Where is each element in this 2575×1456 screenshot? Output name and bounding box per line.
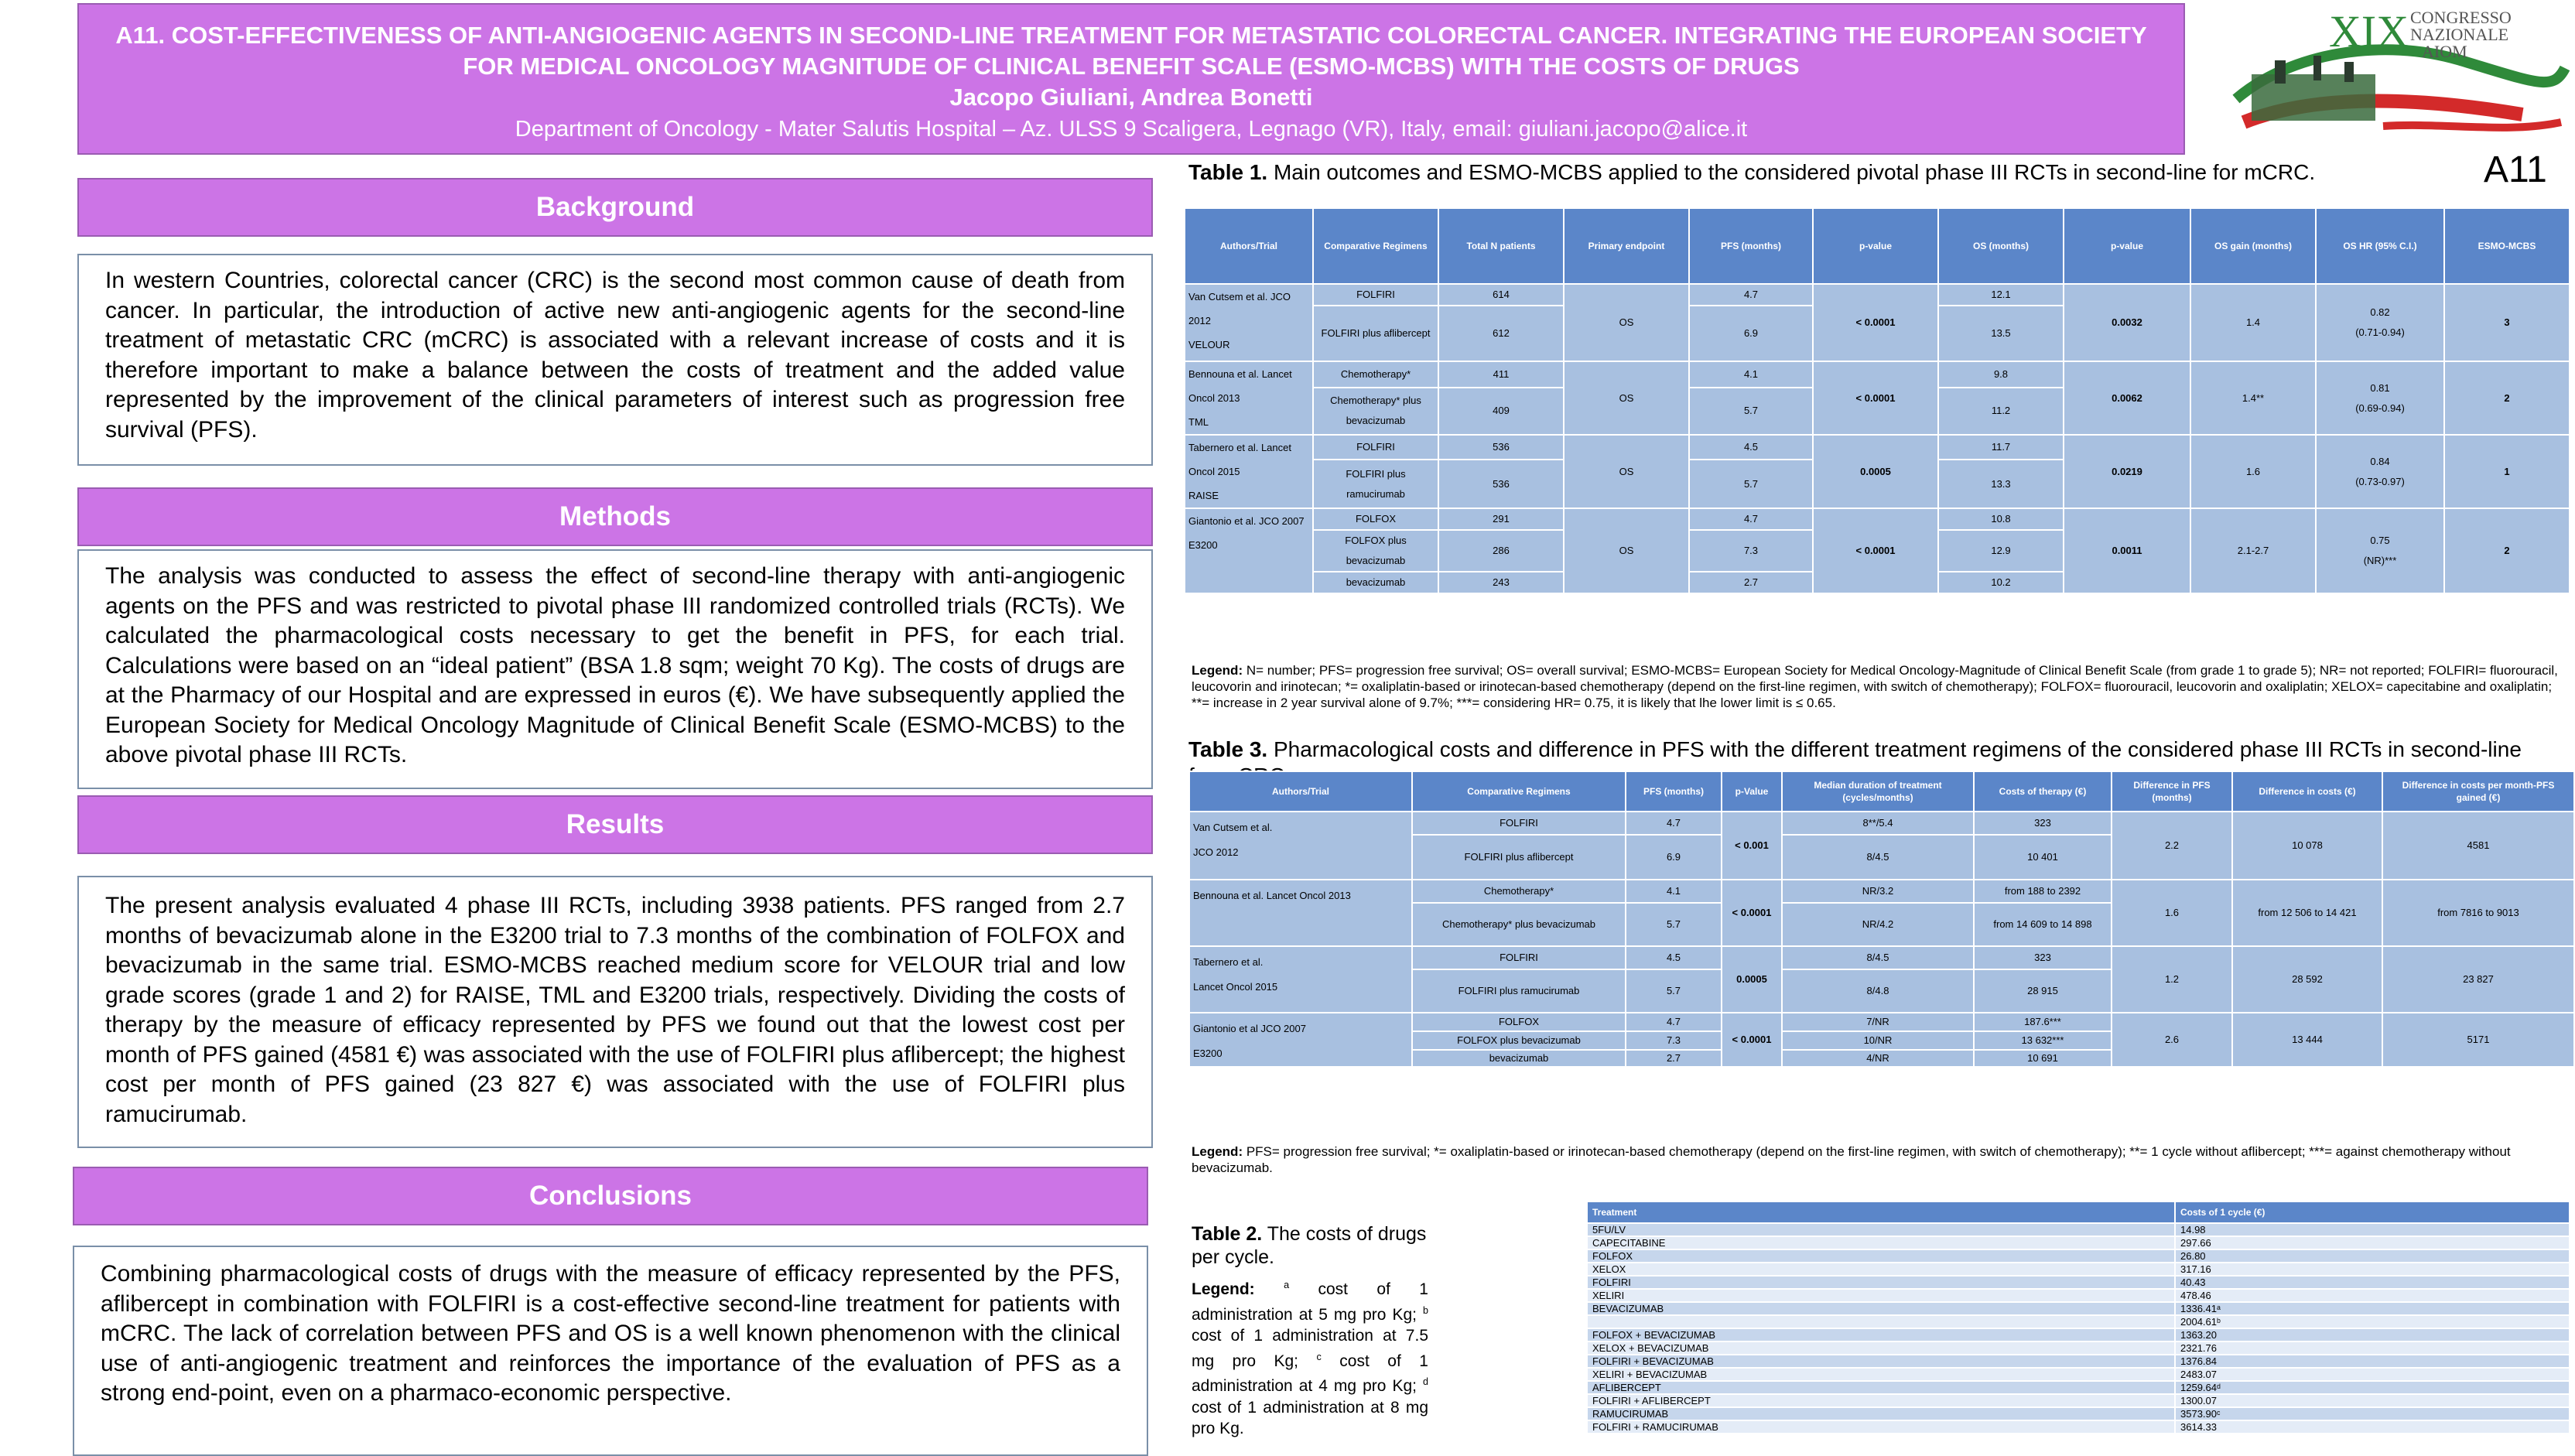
t1-author-line: 2012	[1188, 315, 1211, 326]
t2-treatment: FOLFOX	[1587, 1249, 2175, 1263]
t1-header-cell: p-value	[2064, 208, 2190, 284]
t1-os-pvalue: 0.0011	[2064, 508, 2190, 593]
t3-regimen: FOLFOX	[1412, 1013, 1626, 1031]
t1-author-line: RAISE	[1188, 490, 1219, 501]
table2-legend	[1192, 1275, 1428, 1440]
t3-diff-cost-per-month: 5171	[2382, 1013, 2574, 1067]
poster-authors: Jacopo Giuliani, Andrea Bonetti	[949, 84, 1313, 111]
t3-pvalue: < 0.0001	[1722, 880, 1782, 946]
t1-pfs: 4.7	[1689, 508, 1813, 530]
table3-legend-text: PFS= progression free survival; *= oxaliplatin-based or irinotecan-based chemotherapy (depend on the first-line regimen, with switch of chemotherapy); **= 1 cycle without aflibercept; ***= against chemotherapy without bevacizumab.	[1192, 1144, 2511, 1175]
t3-pfs: 2.7	[1626, 1050, 1722, 1067]
t3-diff-cost-per-month: 23 827	[2382, 946, 2574, 1013]
t2-cost: 2483.07	[2175, 1368, 2570, 1381]
t3-regimen: Chemotherapy*	[1412, 880, 1626, 903]
t3-duration: NR/3.2	[1782, 880, 1974, 903]
t3-row	[1189, 946, 2574, 969]
t1-author-line: Oncol 2013	[1188, 392, 1240, 404]
t2-row	[1587, 1249, 2570, 1263]
t2-legend-superscript: d	[1422, 1376, 1428, 1387]
table1	[1184, 207, 2569, 594]
t3-author-line: JCO 2012	[1193, 846, 1239, 858]
t1-pfs: 5.7	[1689, 460, 1813, 508]
t2-legend-text	[1255, 1280, 1284, 1298]
logo-text-aiom: AIOM	[2422, 42, 2467, 61]
t1-row	[1185, 361, 2570, 388]
t3-pfs: 5.7	[1626, 903, 1722, 946]
t3-duration: 4/NR	[1782, 1050, 1974, 1067]
t1-esmo-mcbs: 2	[2444, 508, 2570, 593]
t1-pfs-pvalue: < 0.0001	[1813, 284, 1938, 361]
poster-title: A11. COST-EFFECTIVENESS OF ANTI-ANGIOGENIC AGENTS IN SECOND-LINE TREATMENT FOR METASTATIC COLORECTAL CANCER. INTEGRATING THE EUROPEAN SOCIETY FOR MEDICAL ONCOLOGY MAGNITUDE OF CLINICAL BENEFIT SCALE (ESMO-MCBS) WITH THE COSTS OF DRUGS	[115, 22, 2147, 80]
t2-treatment: FOLFIRI + RAMUCIRUMAB	[1587, 1420, 2175, 1434]
t2-row	[1587, 1407, 2570, 1420]
t3-header-cell: Costs of therapy (€)	[1974, 771, 2112, 812]
t1-regimen	[1313, 508, 1438, 530]
t3-duration: 8**/5.4	[1782, 812, 1974, 835]
t2-row	[1587, 1355, 2570, 1368]
t1-hr-ci: (NR)***	[2363, 555, 2397, 566]
t1-hr	[2316, 284, 2444, 361]
t3-header-cell: Comparative Regimens	[1412, 771, 1626, 812]
t2-cost: 40.43	[2175, 1276, 2570, 1289]
t3-header-cell: Median duration of treatment (cycles/months)	[1782, 771, 1974, 812]
t1-header-cell: OS HR (95% C.I.)	[2316, 208, 2444, 284]
t3-author-line: Tabernero et al.	[1193, 956, 1264, 968]
t3-regimen: FOLFOX plus bevacizumab	[1412, 1031, 1626, 1050]
t2-cost: 26.80	[2175, 1249, 2570, 1263]
t1-regimen-line: Chemotherapy* plus	[1330, 395, 1421, 407]
t3-cost: 323	[1974, 946, 2112, 969]
t2-legend-text: cost of 1 administration at 7.5 mg pro Kg;	[1192, 1327, 1428, 1370]
t1-regimen	[1313, 306, 1438, 361]
t2-row	[1587, 1315, 2570, 1328]
t2-header-cell: Treatment	[1587, 1201, 2175, 1223]
table3-legend	[1192, 1143, 2561, 1176]
table3-caption-label: Table 3.	[1188, 737, 1268, 761]
t1-os: 13.3	[1938, 460, 2064, 508]
t3-regimen: FOLFIRI	[1412, 812, 1626, 835]
t1-hr-value: 0.82	[2370, 306, 2390, 318]
t1-regimen-line: bevacizumab	[1346, 555, 1406, 566]
t3-regimen: bevacizumab	[1412, 1050, 1626, 1067]
t3-header-cell: PFS (months)	[1626, 771, 1722, 812]
t1-n-patients: 536	[1438, 435, 1564, 460]
t2-treatment	[1587, 1315, 2175, 1328]
t1-endpoint: OS	[1564, 284, 1689, 361]
t3-cost: 187.6***	[1974, 1013, 2112, 1031]
methods-text: The analysis was conducted to assess the effect of second-line therapy with anti-angiogenic agents on the PFS and was restricted to pivotal phase III randomized controlled trials (RCTs). We calculated the pharmacological costs necessary to get the benefit in PFS, for each trial. Calculations were based on an “ideal patient” (BSA 1.8 sqm; weight 70 Kg). The costs of drugs are at the Pharmacy of our Hospital and are expressed in euros (€). We have subsequently applied the European Society for Medical Oncology Magnitude of Clinical Benefit Scale (ESMO-MCBS) to the above pivotal phase III RCTs.	[77, 549, 1153, 789]
t1-os: 11.7	[1938, 435, 2064, 460]
t3-duration: 7/NR	[1782, 1013, 1974, 1031]
t1-author	[1185, 361, 1313, 435]
t1-row	[1185, 508, 2570, 530]
t3-cost: 323	[1974, 812, 2112, 835]
t2-row	[1587, 1328, 2570, 1342]
t2-cost: 2321.76	[2175, 1342, 2570, 1355]
logo-text-congresso: CONGRESSO	[2410, 8, 2512, 27]
t3-diff-pfs: 1.2	[2112, 946, 2232, 1013]
t3-author-line: Giantonio et al JCO 2007	[1193, 1023, 1306, 1034]
t3-cost: from 188 to 2392	[1974, 880, 2112, 903]
t1-author-line: Oncol 2015	[1188, 466, 1240, 477]
t3-diff-cost: from 12 506 to 14 421	[2232, 880, 2382, 946]
logo-numeral: XIX	[2329, 6, 2409, 56]
t3-header-cell: Difference in costs per month-PFS gained (€)	[2382, 771, 2574, 812]
t2-cost: 297.66	[2175, 1236, 2570, 1249]
t1-pfs: 7.3	[1689, 530, 1813, 572]
t2-treatment: XELOX	[1587, 1263, 2175, 1276]
t1-os: 10.2	[1938, 572, 2064, 593]
t3-author-line: E3200	[1193, 1048, 1223, 1059]
t2-treatment: 5FU/LV	[1587, 1223, 2175, 1236]
results-text: The present analysis evaluated 4 phase III RCTs, including 3938 patients. PFS ranged from 2.7 months of bevacizumab alone in the E3200 trial to 7.3 months of the combination of FOLFOX and bevacizumab in the same trial. ESMO-MCBS reached medium score for VELOUR trial and low grade scores (grade 1 and 2) for RAISE, TML and E3200 trials, respectively. Dividing the costs of therapy by the measure of efficacy represented by PFS we found out that the lowest cost per month of PFS gained (4581 €) was associated with the use of FOLFIRI plus aflibercept; the highest cost per month of PFS gained (23 827 €) was associated with the use of FOLFIRI plus ramucirumab.	[77, 876, 1153, 1148]
t3-diff-pfs: 2.2	[2112, 812, 2232, 880]
t3-author	[1189, 812, 1412, 880]
poster-code: A11	[2484, 149, 2547, 190]
t1-pfs-pvalue: 0.0005	[1813, 435, 1938, 508]
t1-endpoint: OS	[1564, 508, 1689, 593]
t1-author-line: TML	[1188, 416, 1209, 428]
t2-treatment: RAMUCIRUMAB	[1587, 1407, 2175, 1420]
table1-legend-label: Legend:	[1192, 663, 1243, 678]
t3-pfs: 5.7	[1626, 969, 1722, 1013]
t1-header-cell: Authors/Trial	[1185, 208, 1313, 284]
t2-cost: 1300.07	[2175, 1394, 2570, 1407]
t2-treatment: XELIRI + BEVACIZUMAB	[1587, 1368, 2175, 1381]
t2-row	[1587, 1368, 2570, 1381]
t1-endpoint: OS	[1564, 435, 1689, 508]
t2-cost: 1336.41ᵃ	[2175, 1302, 2570, 1315]
t3-cost: 28 915	[1974, 969, 2112, 1013]
t2-treatment: FOLFIRI + AFLIBERCEPT	[1587, 1394, 2175, 1407]
t1-header-cell: OS (months)	[1938, 208, 2064, 284]
t3-header-cell: Difference in costs (€)	[2232, 771, 2382, 812]
t2-row	[1587, 1394, 2570, 1407]
t1-pfs: 6.9	[1689, 306, 1813, 361]
t3-author	[1189, 946, 1412, 1013]
table2-caption	[1192, 1222, 1430, 1269]
t1-regimen-line: ramucirumab	[1346, 487, 1405, 500]
t1-pfs: 5.7	[1689, 388, 1813, 435]
t1-os: 10.8	[1938, 508, 2064, 530]
t2-legend-superscript: c	[1316, 1351, 1322, 1362]
table1-caption-text: Main outcomes and ESMO-MCBS applied to the considered pivotal phase III RCTs in second-line for mCRC.	[1267, 160, 2316, 184]
t2-cost: 1259.64ᵈ	[2175, 1381, 2570, 1394]
t3-cost: from 14 609 to 14 898	[1974, 903, 2112, 946]
t2-cost: 1376.84	[2175, 1355, 2570, 1368]
t1-os-gain: 1.4	[2190, 284, 2316, 361]
t1-hr	[2316, 508, 2444, 593]
t1-regimen-line: bevacizumab	[1346, 576, 1406, 588]
table2	[1586, 1201, 2569, 1434]
t1-author	[1185, 508, 1313, 593]
t3-pfs: 7.3	[1626, 1031, 1722, 1050]
t3-pfs: 4.7	[1626, 1013, 1722, 1031]
t3-regimen: FOLFIRI plus ramucirumab	[1412, 969, 1626, 1013]
t1-regimen	[1313, 530, 1438, 572]
t1-regimen	[1313, 460, 1438, 508]
table2-caption-text: The costs of drugs per cycle.	[1192, 1223, 1427, 1268]
t3-author	[1189, 1013, 1412, 1067]
t1-author-line: Giantonio et al. JCO 2007	[1188, 515, 1305, 527]
t1-regimen-line: FOLFIRI plus aflibercept	[1321, 327, 1431, 339]
table3-legend-label: Legend:	[1192, 1144, 1243, 1159]
t3-pfs: 6.9	[1626, 835, 1722, 880]
t2-row	[1587, 1263, 2570, 1276]
t3-author	[1189, 880, 1412, 946]
t1-regimen-line: Chemotherapy*	[1340, 367, 1411, 380]
t2-header-cell: Costs of 1 cycle (€)	[2175, 1201, 2570, 1223]
t3-duration: 8/4.5	[1782, 835, 1974, 880]
background-header: Background	[77, 178, 1153, 237]
t3-header-cell: Authors/Trial	[1189, 771, 1412, 812]
t3-regimen: FOLFIRI plus aflibercept	[1412, 835, 1626, 880]
t2-treatment: XELIRI	[1587, 1289, 2175, 1302]
t1-n-patients: 536	[1438, 460, 1564, 508]
t1-n-patients: 409	[1438, 388, 1564, 435]
t1-os: 9.8	[1938, 361, 2064, 388]
t3-diff-cost-per-month: from 7816 to 9013	[2382, 880, 2574, 946]
t1-pfs: 2.7	[1689, 572, 1813, 593]
t3-cost: 10 691	[1974, 1050, 2112, 1067]
t1-os-pvalue: 0.0219	[2064, 435, 2190, 508]
t2-cost: 2004.61ᵇ	[2175, 1315, 2570, 1328]
t2-legend-label: Legend:	[1192, 1280, 1255, 1298]
t3-pfs: 4.5	[1626, 946, 1722, 969]
t1-header-cell: Primary endpoint	[1564, 208, 1689, 284]
t1-os-pvalue: 0.0062	[2064, 361, 2190, 435]
t1-pfs-pvalue: < 0.0001	[1813, 361, 1938, 435]
t1-regimen-line: bevacizumab	[1346, 415, 1406, 427]
t1-pfs: 4.5	[1689, 435, 1813, 460]
t3-duration: 10/NR	[1782, 1031, 1974, 1050]
t1-esmo-mcbs: 1	[2444, 435, 2570, 508]
t2-cost: 478.46	[2175, 1289, 2570, 1302]
t3-author-line: Lancet Oncol 2015	[1193, 981, 1278, 993]
t1-n-patients: 411	[1438, 361, 1564, 388]
conclusions-text: Combining pharmacological costs of drugs with the measure of efficacy represented by the PFS, aflibercept in combination with FOLFIRI is a cost-effective second-line treatment for patients with mCRC. The lack of correlation between PFS and OS is a well known phenomenon with the clinical use of anti-angiogenic treatment and reinforces the importance of the evaluation of PFS as a strong end-point, even on a pharmaco-economic perspective.	[73, 1246, 1148, 1456]
t1-regimen	[1313, 572, 1438, 593]
t2-treatment: CAPECITABINE	[1587, 1236, 2175, 1249]
t3-author-line: Van Cutsem et al.	[1193, 822, 1273, 833]
t2-row	[1587, 1236, 2570, 1249]
t1-endpoint: OS	[1564, 361, 1689, 435]
t1-regimen	[1313, 388, 1438, 435]
table1-caption	[1188, 159, 2426, 186]
t3-diff-cost: 13 444	[2232, 1013, 2382, 1067]
t3-pfs: 4.7	[1626, 812, 1722, 835]
t2-legend-text: cost of 1 administration at 4 mg pro Kg;	[1192, 1352, 1428, 1395]
t3-cost: 10 401	[1974, 835, 2112, 880]
table1-caption-label: Table 1.	[1188, 160, 1268, 184]
t1-header-cell: ESMO-MCBS	[2444, 208, 2570, 284]
t2-treatment: BEVACIZUMAB	[1587, 1302, 2175, 1315]
t1-os-gain: 1.4**	[2190, 361, 2316, 435]
t2-cost: 1363.20	[2175, 1328, 2570, 1342]
t1-hr-ci: (0.71-0.94)	[2355, 326, 2405, 338]
t1-n-patients: 614	[1438, 284, 1564, 306]
t1-author-line: VELOUR	[1188, 339, 1230, 350]
t1-hr	[2316, 435, 2444, 508]
t1-esmo-mcbs: 3	[2444, 284, 2570, 361]
t1-hr-ci: (0.69-0.94)	[2355, 402, 2405, 414]
conclusions-header: Conclusions	[73, 1167, 1148, 1225]
t1-row	[1185, 284, 2570, 306]
t1-regimen-line: FOLFOX	[1355, 513, 1396, 525]
t2-row	[1587, 1223, 2570, 1236]
t1-regimen	[1313, 284, 1438, 306]
t3-regimen: Chemotherapy* plus bevacizumab	[1412, 903, 1626, 946]
poster-affiliation: Department of Oncology - Mater Salutis Hospital – Az. ULSS 9 Scaligera, Legnago (VR), Italy, email: giuliani.jacopo@alice.it	[515, 117, 1748, 142]
t3-row	[1189, 880, 2574, 903]
t3-diff-pfs: 2.6	[2112, 1013, 2232, 1067]
t2-cost: 3614.33	[2175, 1420, 2570, 1434]
t2-treatment: FOLFOX + BEVACIZUMAB	[1587, 1328, 2175, 1342]
t1-header-cell: OS gain (months)	[2190, 208, 2316, 284]
t1-pfs-pvalue: < 0.0001	[1813, 508, 1938, 593]
t3-pfs: 4.1	[1626, 880, 1722, 903]
t1-hr-ci: (0.73-0.97)	[2355, 475, 2405, 487]
t3-pvalue: < 0.0001	[1722, 1013, 1782, 1067]
congress-logo	[2228, 6, 2569, 138]
t2-cost: 3573.90ᶜ	[2175, 1407, 2570, 1420]
t2-treatment: FOLFIRI + BEVACIZUMAB	[1587, 1355, 2175, 1368]
t3-cost: 13 632***	[1974, 1031, 2112, 1050]
table3-caption-text: Pharmacological costs and difference in PFS with the different treatment regimens of the considered phase III RCTs in second-line	[1273, 737, 2522, 761]
t3-regimen: FOLFIRI	[1412, 946, 1626, 969]
t1-regimen-line: FOLFIRI plus	[1346, 467, 1406, 480]
t3-pvalue: 0.0005	[1722, 946, 1782, 1013]
t1-author	[1185, 435, 1313, 508]
t1-author-line: E3200	[1188, 539, 1218, 551]
t1-header-cell: Comparative Regimens	[1313, 208, 1438, 284]
t2-legend-superscript: b	[1422, 1304, 1428, 1316]
t1-regimen	[1313, 361, 1438, 388]
t3-diff-pfs: 1.6	[2112, 880, 2232, 946]
t1-esmo-mcbs: 2	[2444, 361, 2570, 435]
t1-header-cell: PFS (months)	[1689, 208, 1813, 284]
methods-header: Methods	[77, 487, 1153, 546]
t1-header-cell: p-value	[1813, 208, 1938, 284]
t1-hr-value: 0.84	[2370, 455, 2390, 467]
t1-pfs: 4.7	[1689, 284, 1813, 306]
t1-regimen-line: FOLFIRI	[1356, 441, 1395, 453]
t3-pvalue: < 0.001	[1722, 812, 1782, 880]
results-header: Results	[77, 795, 1153, 854]
t2-row	[1587, 1381, 2570, 1394]
t1-hr	[2316, 361, 2444, 435]
t2-row	[1587, 1289, 2570, 1302]
t3-duration: NR/4.2	[1782, 903, 1974, 946]
t1-author-line: Bennouna et al. Lancet	[1188, 368, 1292, 380]
t3-duration: 8/4.8	[1782, 969, 1974, 1013]
t1-author-line: Van Cutsem et al. JCO	[1188, 291, 1291, 302]
t2-row	[1587, 1342, 2570, 1355]
t1-regimen	[1313, 435, 1438, 460]
t2-cost: 317.16	[2175, 1263, 2570, 1276]
t1-os: 13.5	[1938, 306, 2064, 361]
t3-diff-cost-per-month: 4581	[2382, 812, 2574, 880]
t1-regimen-line: FOLFIRI	[1356, 289, 1395, 300]
t1-hr-value: 0.75	[2370, 535, 2390, 546]
t3-header-cell: p-Value	[1722, 771, 1782, 812]
t1-os: 11.2	[1938, 388, 2064, 435]
t2-row	[1587, 1302, 2570, 1315]
t1-n-patients: 243	[1438, 572, 1564, 593]
t3-header-cell: Difference in PFS (months)	[2112, 771, 2232, 812]
table3-caption	[1188, 737, 2535, 771]
t1-row	[1185, 435, 2570, 460]
t3-row	[1189, 812, 2574, 835]
t3-diff-cost: 10 078	[2232, 812, 2382, 880]
table2-caption-label: Table 2.	[1192, 1223, 1263, 1245]
logo-text-nazionale: NAZIONALE	[2410, 25, 2509, 44]
t1-os-pvalue: 0.0032	[2064, 284, 2190, 361]
t2-row	[1587, 1276, 2570, 1289]
t1-regimen-line: FOLFOX plus	[1345, 535, 1407, 546]
t1-author-line: Tabernero et al. Lancet	[1188, 442, 1291, 453]
poster-header	[77, 3, 2185, 155]
t1-hr-value: 0.81	[2370, 381, 2390, 394]
t1-author	[1185, 284, 1313, 361]
t1-os-gain: 2.1-2.7	[2190, 508, 2316, 593]
t2-cost: 14.98	[2175, 1223, 2570, 1236]
t1-n-patients: 291	[1438, 508, 1564, 530]
background-text: In western Countries, colorectal cancer (CRC) is the second most common cause of death from cancer. In particular, the introduction of active new anti-angiogenic agents for the second-line treatment of metastatic CRC (mCRC) is associated with a relevant increase of costs and it is therefore important to make a balance between the costs of treatment and the added value represented by the improvement of the clinical parameters of interest such as progression free survival (PFS).	[77, 254, 1153, 466]
t2-treatment: XELOX + BEVACIZUMAB	[1587, 1342, 2175, 1355]
t1-os-gain: 1.6	[2190, 435, 2316, 508]
table3	[1188, 771, 2573, 1068]
t3-row	[1189, 1013, 2574, 1031]
t3-duration: 8/4.5	[1782, 946, 1974, 969]
t1-os: 12.9	[1938, 530, 2064, 572]
t2-legend-superscript: a	[1284, 1280, 1290, 1290]
t1-n-patients: 286	[1438, 530, 1564, 572]
t2-legend-text: cost of 1 administration at 5 mg pro Kg;	[1192, 1280, 1428, 1324]
t1-os: 12.1	[1938, 284, 2064, 306]
t2-treatment: AFLIBERCEPT	[1587, 1381, 2175, 1394]
table1-legend	[1192, 662, 2561, 711]
t2-row	[1587, 1420, 2570, 1434]
t3-diff-cost: 28 592	[2232, 946, 2382, 1013]
t1-header-cell: Total N patients	[1438, 208, 1564, 284]
t2-treatment: FOLFIRI	[1587, 1276, 2175, 1289]
t2-legend-text: cost of 1 administration at 8 mg pro Kg.	[1192, 1398, 1428, 1437]
t3-author-line: Bennouna et al. Lancet Oncol 2013	[1193, 890, 1351, 901]
t1-pfs: 4.1	[1689, 361, 1813, 388]
table1-legend-text: N= number; PFS= progression free survival; OS= overall survival; ESMO-MCBS= European Society for Medical Oncology-Magnitude of Clinical Benefit Scale (from grade 1 to grade 5); NR= not reported; FOLFIRI= fluorouracil, leucovorin and irinotecan; *= oxaliplatin-based or irinotecan-based chemotherapy (depend on the first-line regimen, with switch of chemotherapy); FOLFOX= fluorouracil, leucovorin and oxaliplatin; XELOX= capecitabine and oxaliplatin; **= increase in 2 year survival alone of 9.7%; ***= considering HR= 0.75, it is likely that lhe lower limit is ≤ 0.65.	[1192, 663, 2558, 710]
t1-n-patients: 612	[1438, 306, 1564, 361]
